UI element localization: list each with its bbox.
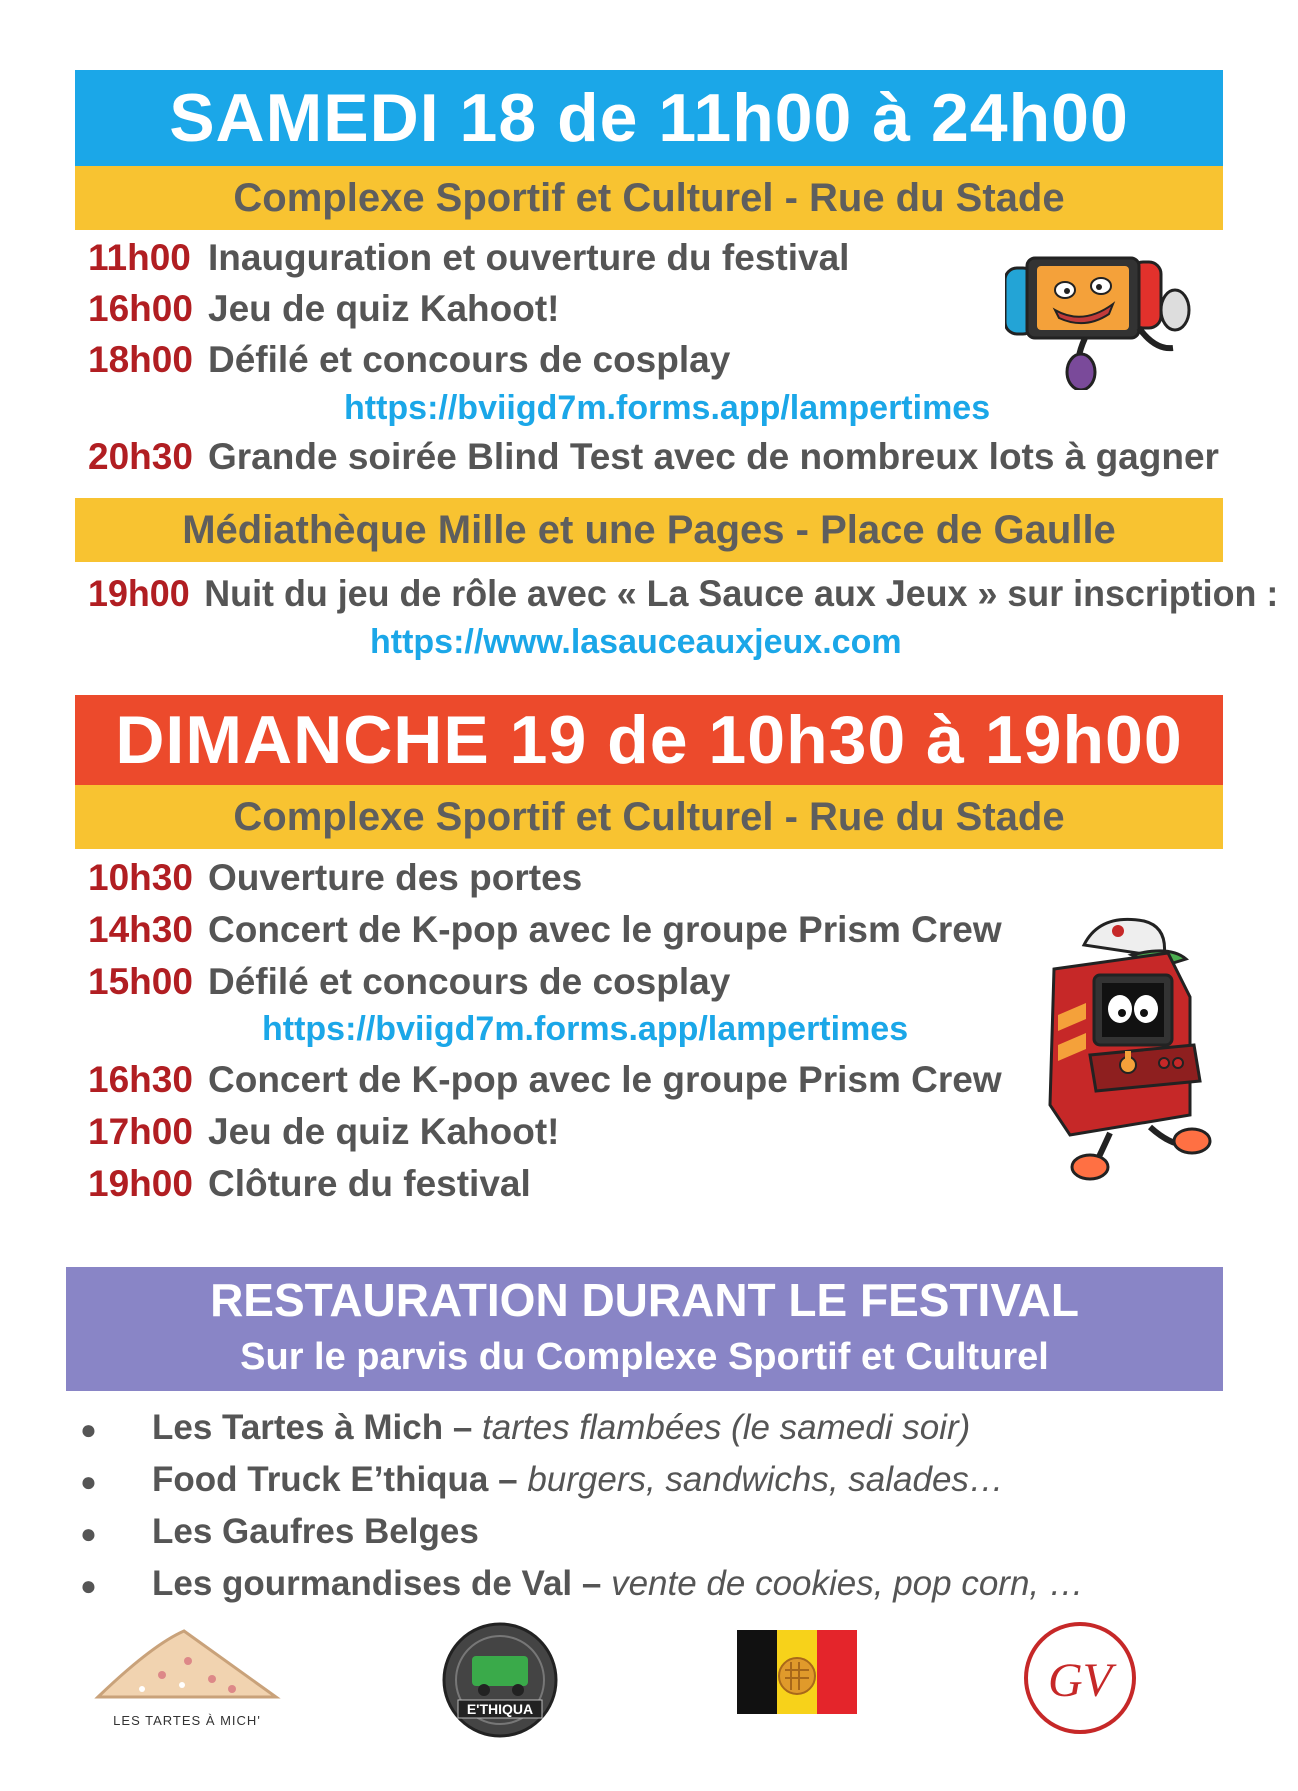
event-desc: Jeu de quiz Kahoot! xyxy=(208,1111,560,1152)
saturday-venue-mediatheque: Médiathèque Mille et une Pages - Place de Gaulle xyxy=(75,498,1223,562)
rpg-registration-link[interactable]: https://www.lasauceauxjeux.com xyxy=(370,623,902,661)
event-time: 15h00 xyxy=(88,961,193,1002)
tartes-a-mich-logo xyxy=(92,1625,282,1735)
vendor-detail: vente de cookies, pop corn, … xyxy=(611,1564,1084,1603)
bullet: ● xyxy=(80,1414,97,1445)
event-desc: Défilé et concours de cosplay xyxy=(208,961,731,1002)
event-time: 19h00 xyxy=(88,573,190,614)
restauration-subtitle: Sur le parvis du Complexe Sportif et Culturel xyxy=(240,1336,1049,1378)
ethiqua-logo-text: E'THIQUA xyxy=(466,1701,534,1717)
vendor-name: Les Tartes à Mich – xyxy=(152,1408,483,1447)
vendor-name: Les Gaufres Belges xyxy=(152,1512,479,1551)
list-item xyxy=(80,1402,970,1454)
event-time: 20h30 xyxy=(88,436,193,477)
bullet: ● xyxy=(80,1466,97,1497)
schedule-row xyxy=(88,1107,560,1157)
event-time: 10h30 xyxy=(88,857,193,898)
restauration-title: RESTAURATION DURANT LE FESTIVAL xyxy=(210,1274,1079,1326)
schedule-row xyxy=(88,905,1002,955)
event-desc: Grande soirée Blind Test avec de nombreux lots à gagner xyxy=(208,436,1219,477)
list-item xyxy=(80,1506,479,1558)
gourmandises-de-val-logo xyxy=(1020,1618,1140,1738)
event-desc: Inauguration et ouverture du festival xyxy=(208,237,850,278)
vendor-name: Les gourmandises de Val – xyxy=(152,1564,612,1603)
event-desc: Clôture du festival xyxy=(208,1163,531,1204)
schedule-row xyxy=(88,1159,531,1209)
event-time: 11h00 xyxy=(88,237,191,278)
vendor-name: Food Truck E’thiqua – xyxy=(152,1460,528,1499)
gaufres-belges-flag-logo xyxy=(737,1630,857,1714)
list-item xyxy=(80,1454,1004,1506)
event-time: 16h00 xyxy=(88,288,193,329)
event-time: 18h00 xyxy=(88,339,193,380)
event-desc: Défilé et concours de cosplay xyxy=(208,339,731,380)
cosplay-registration-link[interactable]: https://bviigd7m.forms.app/lampertimes xyxy=(262,1010,909,1048)
schedule-row xyxy=(88,432,1219,482)
bullet: ● xyxy=(80,1518,97,1549)
event-time: 19h00 xyxy=(88,1163,193,1204)
tartes-logo-text: LES TARTES À MICH' xyxy=(113,1713,261,1728)
schedule-row xyxy=(88,853,582,903)
event-desc: Concert de K-pop avec le groupe Prism Crew xyxy=(208,1059,1002,1100)
event-desc: Concert de K-pop avec le groupe Prism Crew xyxy=(208,909,1002,950)
game-console-mascot-icon xyxy=(1005,240,1205,390)
event-desc: Jeu de quiz Kahoot! xyxy=(208,288,560,329)
event-time: 14h30 xyxy=(88,909,193,950)
schedule-row xyxy=(88,335,730,385)
list-item xyxy=(80,1558,1084,1610)
event-desc: Ouverture des portes xyxy=(208,857,583,898)
saturday-venue-complexe: Complexe Sportif et Culturel - Rue du Stade xyxy=(75,166,1223,230)
schedule-row xyxy=(88,233,849,283)
cosplay-registration-link[interactable]: https://bviigd7m.forms.app/lampertimes xyxy=(344,389,991,427)
schedule-row xyxy=(88,1055,1002,1105)
val-logo-text: GV xyxy=(1048,1654,1112,1707)
schedule-row xyxy=(88,957,730,1007)
event-desc: Nuit du jeu de rôle avec « La Sauce aux Jeux » sur inscription : xyxy=(204,573,1279,614)
vendor-detail: tartes flambées (le samedi soir) xyxy=(482,1408,971,1447)
saturday-banner: SAMEDI 18 de 11h00 à 24h00 xyxy=(75,70,1223,166)
event-time: 16h30 xyxy=(88,1059,193,1100)
schedule-row xyxy=(88,569,1278,619)
arcade-cabinet-mascot-icon xyxy=(1040,905,1220,1185)
sunday-venue-complexe: Complexe Sportif et Culturel - Rue du Stade xyxy=(75,785,1223,849)
restauration-banner xyxy=(66,1267,1223,1391)
schedule-row xyxy=(88,284,560,334)
vendor-detail: burgers, sandwichs, salades… xyxy=(527,1460,1004,1499)
ethiqua-logo xyxy=(440,1620,560,1740)
bullet: ● xyxy=(80,1570,97,1601)
event-time: 17h00 xyxy=(88,1111,193,1152)
sunday-banner: DIMANCHE 19 de 10h30 à 19h00 xyxy=(75,695,1223,785)
